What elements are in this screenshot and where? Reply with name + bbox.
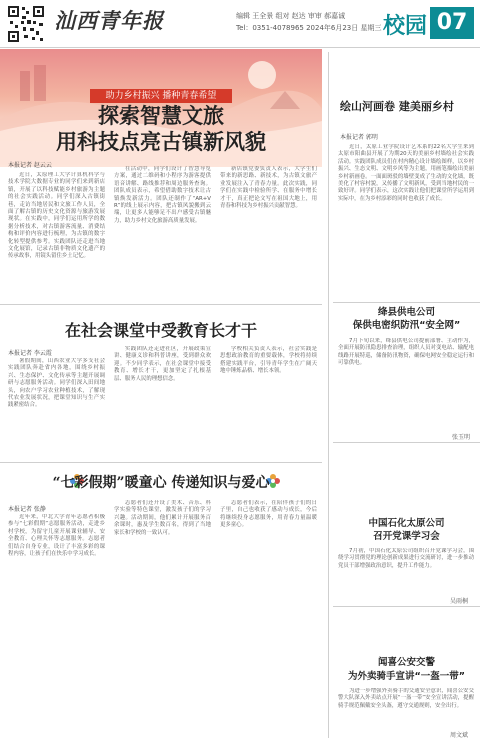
qr-code-icon bbox=[6, 4, 46, 44]
main-headline-line1: 探索智慧文旅 bbox=[98, 103, 224, 128]
right-article-byline: 本报记者 郭明 bbox=[340, 134, 378, 141]
paragraph: 志愿者们表示，在陪伴孩子们的日子里，自己也收获了感动与成长，今后将继续投身志愿服务，用青春力量温暖更多童心。 bbox=[220, 500, 317, 529]
section2-title: 在社会课堂中受教育长才干 bbox=[64, 321, 257, 340]
section-divider bbox=[333, 442, 480, 443]
section3-title: “七彩假期”暖童心 传递知识与爱心 bbox=[52, 475, 270, 491]
paragraph: 志愿者们还开设了美术、音乐、科学实验等特色课堂，激发孩子们的学习兴趣。活动期间，他们累计开展服务百余课时，惠及学生数百名，得到了当地家长和学校的一致认可。 bbox=[114, 500, 211, 536]
section3-column-2 bbox=[114, 500, 211, 736]
main-article-column-3 bbox=[220, 166, 317, 298]
banner-caption: 助力乡村振兴 播种青春希望 bbox=[90, 89, 232, 103]
paragraph: 近日，太原工业学院设计艺术系的22名大学生来到太原市阳曲县开展了为期20天的美丽乡村墙绘社会实践活动。实践团队成员们在村内精心设计墙绘图样，以乡村振兴、生态文明、文明乡风等为主题，用画笔描绘出美丽乡村新画卷。一面面斑驳的墙壁变成了生动的文化墙，既美化了村容村貌，又传播了文明新风，受到当地村民的一致好评。同学们表示，这次实践让他们把课堂所学运用到实际中，在为乡村添彩的同时也收获了成长。 bbox=[338, 144, 474, 202]
main-article-column-1 bbox=[8, 172, 105, 298]
section-divider bbox=[0, 304, 322, 305]
side-news-3-author: 周文斌 bbox=[450, 732, 469, 739]
section-divider bbox=[333, 606, 480, 607]
side-news-1-author: 张玉明 bbox=[452, 434, 471, 441]
side-news-1-title-line1: 绛县供电公司 bbox=[377, 307, 435, 318]
main-headline-line2: 用科技点亮古镇新风貌 bbox=[56, 129, 266, 154]
paragraph: 新店镇党委负责人表示，大学生们带来的新思路、新技术，为古镇文旅产业发展注入了青春力量。此次实践，同学们在实践中检验所学、在服务中增长才干，真正把论文写在祖国大地上，用青春和科技为乡村振兴贡献智慧。 bbox=[220, 166, 317, 210]
section2-column-2 bbox=[114, 346, 211, 458]
side-news-2-author: 吴雨桐 bbox=[450, 598, 469, 605]
side-news-3-title-line1: 闻喜公安交警 bbox=[377, 657, 435, 668]
paragraph: 暑假期间，山西农业大学多支社会实践团队奔赴省内各地，围绕乡村振兴、生态保护、文化传承等主题开展调研与志愿服务活动。同学们深入田间地头，向农户学习农业种植技术，了解现代农业发展状况，把课堂知识与生产实践紧密结合。 bbox=[8, 358, 105, 409]
side-news-2-body bbox=[338, 548, 474, 592]
section-divider bbox=[333, 302, 480, 303]
paragraph: 7月下旬以来，绛县供电公司提前部署、主动作为，全面开展防汛隐患排查治理，组织人员对变电站、输配电线路开展特巡，储备防汛物资，确保电网安全稳定运行和可靠供电。 bbox=[338, 338, 474, 367]
paragraph: 近年来，中北大学青年志愿者积极参与“七彩假期”志愿服务活动，走进乡村学校，为留守儿童开展课业辅导、安全教育、心理关怀等志愿服务。志愿者们结合自身专业，设计了丰富多彩的课程内容，让孩子们在快乐中学习成长。 bbox=[8, 514, 105, 558]
main-article-byline: 本报记者 赵云云 bbox=[8, 162, 52, 169]
section2-byline: 本报记者 李云霞 bbox=[8, 350, 52, 357]
section-divider bbox=[0, 462, 322, 463]
date-info: Tel：0351-4078965 2024年6月23日 星期三 bbox=[236, 24, 382, 32]
side-news-3-title-line2: 为外卖骑手宣讲“一盔一带” bbox=[348, 671, 465, 682]
editor-info: 编辑 王全景 组对 赵达 审审 郝嘉诚 bbox=[236, 12, 346, 20]
side-news-2-title-line2: 召开党课学习会 bbox=[373, 531, 440, 542]
right-article-title: 绘山河画卷 建美丽乡村 bbox=[340, 100, 454, 113]
masthead-logo: 汕西青年报 bbox=[54, 8, 164, 33]
side-news-3-body bbox=[338, 688, 474, 728]
paragraph: 近日，太原理工大学计算机科学与技术学院大数据专业的同学们来到新店镇，开展了以科技赋能乡村旅游为主题的社会实践活动。同学们深入古镇街巷，走访当地居民和文旅工作人员，全面了解古镇的历史文化资源与旅游发展现状。在实践中，同学们运用所学的数据分析技术，对古镇游客流量、消费结构和评价内容进行梳理，为古镇的数字化转型提供参考。实践团队还走进当地文化展馆，记录古镇非物质文化遗产的传承故事，用镜头留住乡土记忆。 bbox=[8, 172, 105, 260]
section3-column-1 bbox=[8, 514, 105, 736]
paragraph: 在活动中，同学们设计了智慧导览方案，通过二维码和小程序为游客提供语音讲解、路线推荐和周边服务查询。团队成员表示，希望借助数字技术让古镇焕发新活力。团队还制作了“AR+VR”的线上展示内容，把古镇风貌搬到云端，让更多人能够足不出户感受古镇魅力，助力乡村文化旅游高质量发展。 bbox=[114, 166, 211, 224]
side-news-2-title-line1: 中国石化太原公司 bbox=[368, 518, 445, 529]
right-article-body bbox=[338, 144, 474, 294]
section3-column-3 bbox=[220, 500, 317, 736]
paragraph: 学校相关负责人表示，社会实践是思想政治教育的重要载体，学校将持续搭建实践平台，引导青年学生在广阔天地中锤炼品格、增长本领。 bbox=[220, 346, 317, 375]
section-name: 校园 bbox=[383, 13, 428, 39]
main-article-column-2 bbox=[114, 166, 211, 298]
column-divider bbox=[328, 52, 329, 738]
side-news-1-title-line2: 保供电密织防汛“安全网” bbox=[352, 320, 461, 331]
page-header bbox=[0, 0, 480, 48]
paragraph: 实践团队还走进社区，开展政策宣讲、健康义诊和科普讲座，受到群众欢迎。不少同学表示，在社会课堂中接受教育、增长才干，更加坚定了扎根基层、服务人民的理想信念。 bbox=[114, 346, 211, 382]
paragraph: 7月初，中国石化太原公司组织召开党课学习会，围绕学习贯彻党的理论创新成果进行交流研讨，进一步推动党员干部增强政治意识，提升工作能力。 bbox=[338, 548, 474, 569]
section2-column-1 bbox=[8, 358, 105, 458]
side-news-1-body bbox=[338, 338, 474, 398]
section3-byline: 本报记者 张静 bbox=[8, 506, 46, 513]
page-number: 07 bbox=[430, 7, 474, 39]
paragraph: 为进一步增强外卖骑手的交通安全意识，闻喜公安交警大队深入外卖站点开展“一盔一带”安全宣讲活动，提醒骑手规范佩戴安全头盔，遵守交通规则，安全出行。 bbox=[338, 688, 474, 709]
section2-column-3 bbox=[220, 346, 317, 458]
